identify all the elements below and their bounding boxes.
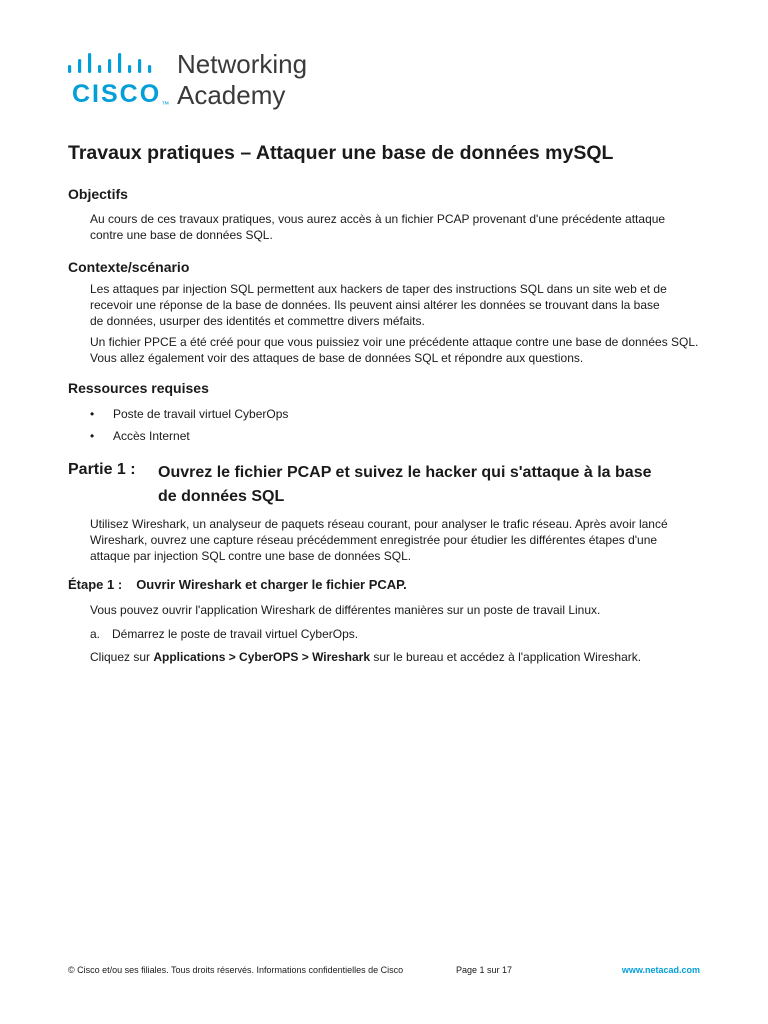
footer-page-number: Page 1 sur 17 [456,965,513,975]
bullet-icon: • [90,429,95,443]
cisco-networking-academy-logo [68,50,328,112]
bullet-icon: • [90,407,95,421]
menu-path: Applications > CyberOPS > Wireshark [153,650,370,664]
list-item-a: a. Démarrez le poste de travail virtuel CyberOps. [90,627,359,641]
partie-intro-paragraph: Utilisez Wireshark, un analyseur de paquets réseau courant, pour analyser le trafic réseau. Après avoir lancé Wireshark, ouvrez une capture réseau précédemment enregistrée pour étudier les différentes étapes d'une attaque par injection SQL contre une base de données SQL. [90,517,668,563]
heading-contexte: Contexte/scénario [68,259,190,275]
step-paragraph-1: Vous pouvez ouvrir l'application Wireshark de différentes manières sur un poste de travail Linux. [90,603,601,617]
step-label: Étape 1 : [68,577,123,592]
objectifs-paragraph: Au cours de ces travaux pratiques, vous aurez accès à un fichier PCAP provenant d'une précédente attaque contre une base de données SQL. [90,212,666,242]
page-title: Travaux pratiques – Attaquer une base de données mySQL [68,142,614,164]
step-paragraph-2: Cliquez sur Applications > CyberOPS > Wireshark sur le bureau et accédez à l'application Wireshark. [90,650,642,664]
contexte-paragraph-1: Les attaques par injection SQL permettent aux hackers de taper des instructions SQL dans un site web et de recevoir une réponse de la base de données. Ils peuvent ainsi altérer les données se trouvant dans la base de données, usurper des identités et commettre divers méfaits. [90,282,667,328]
step-heading [68,577,407,592]
footer-url-link[interactable]: www.netacad.com [621,965,700,975]
step-title: Ouvrir Wireshark et charger le fichier PCAP. [136,577,407,592]
list-item: • Poste de travail virtuel CyberOps [90,407,289,421]
footer-copyright: © Cisco et/ou ses filiales. Tous droits réservés. Informations confidentielles de Cisco [68,965,404,975]
contexte-paragraph-2: Un fichier PPCE a été créé pour que vous puissiez voir une précédente attaque contre une base de données SQL. Vous allez également voir des attaques de base de données SQL et répondre aux questions. [90,335,699,365]
cisco-wordmark: CISCO™ [72,80,170,109]
brand-line-networking: Networking [177,49,308,79]
part-label: Partie 1 : [68,461,136,478]
part-title: Ouvrez le fichier PCAP et suivez le hacker qui s'attaque à la base de données SQL [158,464,652,505]
cisco-bars-icon [68,52,168,78]
list-item: • Accès Internet [90,429,190,443]
heading-ressources: Ressources requises [68,380,209,396]
brand-line-academy: Academy [177,80,286,110]
heading-objectifs: Objectifs [68,186,128,202]
